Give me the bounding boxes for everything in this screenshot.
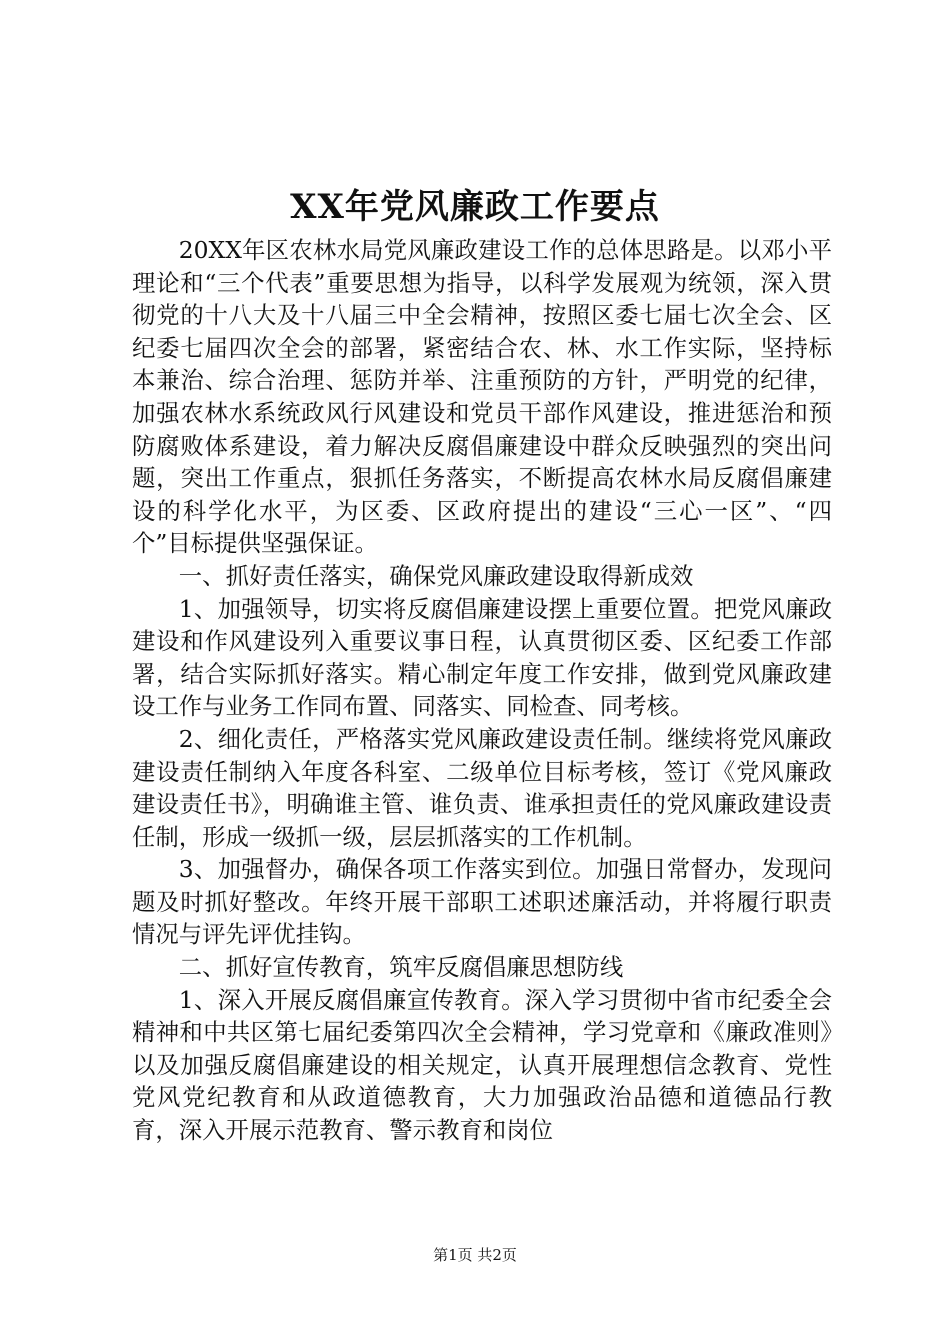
section-heading-1: 一、抓好责任落实，确保党风廉政建设取得新成效 xyxy=(178,561,694,590)
page-footer: 第1页 共2页 xyxy=(433,1246,517,1264)
paragraph-1-2: 2、细化责任，严格落实党风廉政建设责任制。继续将党风廉政建设责任制纳入年度各科室、二级单位目标考核，签订《党风廉政建设责任书》，明确谁主管、谁负责、谁承担责任的党风廉政建设责任制，形成一级抓一级，层层抓落实的工作机制。 xyxy=(132,724,832,851)
paragraph-1-1: 1、加强领导，切实将反腐倡廉建设摆上重要位置。把党风廉政建设和作风建设列入重要议事日程，认真贯彻区委、区纪委工作部署，结合实际抓好落实。精心制定年度工作安排，做到党风廉政建设工作与业务工作同布置、同落实、同检查、同考核。 xyxy=(132,594,832,721)
document-title: XX年党风廉政工作要点 xyxy=(290,187,660,227)
paragraph-1-3: 3、加强督办，确保各项工作落实到位。加强日常督办，发现问题及时抓好整改。年终开展干部职工述职述廉活动，并将履行职责情况与评先评优挂钩。 xyxy=(132,855,832,949)
section-heading-2: 二、抓好宣传教育，筑牢反腐倡廉思想防线 xyxy=(178,953,624,982)
paragraph-2-1: 1、深入开展反腐倡廉宣传教育。深入学习贯彻中省市纪委全会精神和中共区第七届纪委第四次全会精神，学习党章和《廉政准则》以及加强反腐倡廉建设的相关规定，认真开展理想信念教育、党性党风党纪教育和从政道德教育，大力加强政治品德和道德品行教育，深入开展示范教育、警示教育和岗位 xyxy=(132,985,832,1145)
paragraph-overview: 20XX年区农林水局党风廉政建设工作的总体思路是。以邓小平理论和“三个代表”重要思想为指导，以科学发展观为统领，深入贯彻党的十八大及十八届三中全会精神，按照区委七届七次全会、区纪委七届四次全会的部署，紧密结合农、林、水工作实际，坚持标本兼治、综合治理、惩防并举、注重预防的方针，严明党的纪律，加强农林水系统政风行风建设和党员干部作风建设，推进惩治和预防腐败体系建设，着力解决反腐倡廉建设中群众反映强烈的突出问题，突出工作重点，狠抓任务落实，不断提高农林水局反腐倡廉建设的科学化水平，为区委、区政府提出的建设“三心一区”、“四个”目标提供坚强保证。 xyxy=(132,236,832,558)
document-body xyxy=(132,234,832,1147)
